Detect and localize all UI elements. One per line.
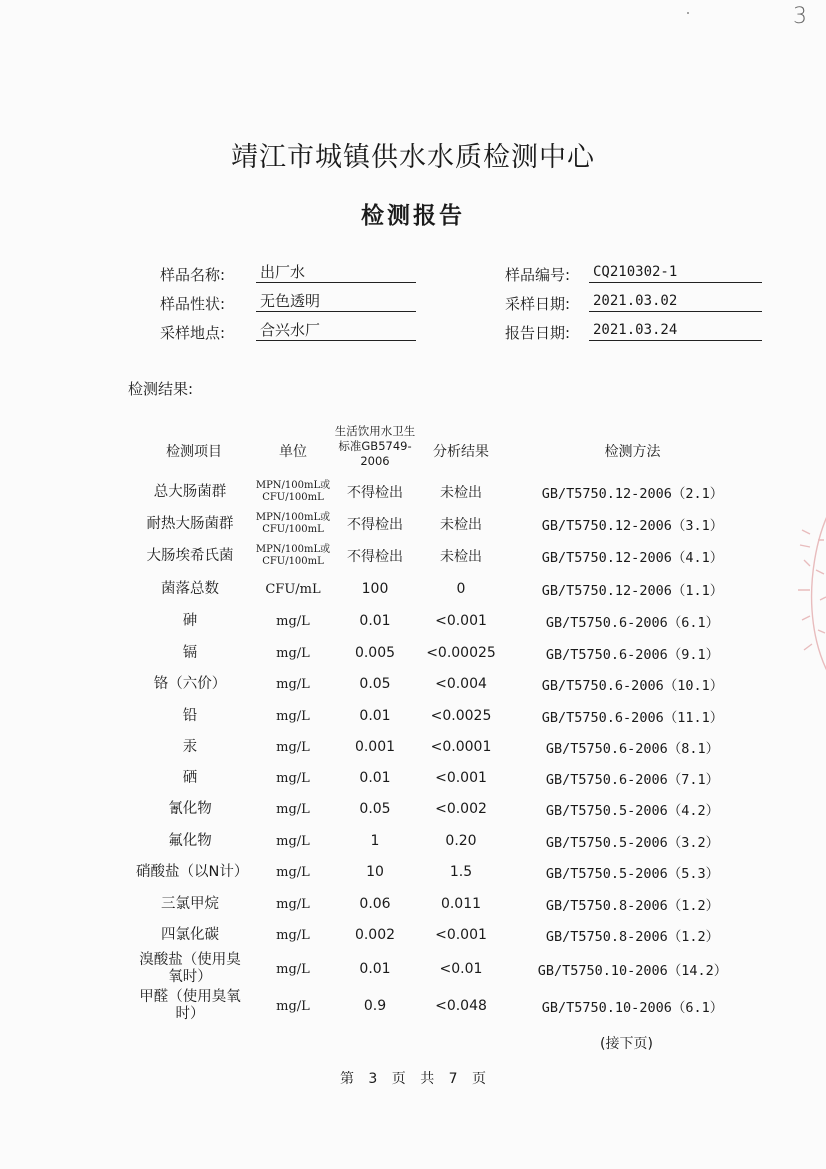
cell-method: GB/T5750.5-2006（3.2）: [545, 835, 720, 851]
table-row: [0, 953, 826, 985]
cell-unit: mg/L: [276, 613, 310, 629]
table-row: [0, 508, 826, 540]
cell-unit: mg/L: [276, 998, 310, 1014]
cell-standard: 0.01: [359, 770, 391, 786]
cell-item: 铅: [182, 707, 198, 724]
cell-item: 铬（六价）: [153, 675, 227, 692]
cell-result: <0.00025: [426, 645, 496, 661]
cell-item: 汞: [182, 738, 198, 755]
cell-item: 氰化物: [168, 800, 212, 817]
cell-result: 0.011: [440, 896, 482, 912]
cell-standard: 0.05: [359, 801, 391, 817]
cell-item: 菌落总数: [161, 580, 219, 597]
table-row: [0, 700, 826, 732]
cell-standard: 1: [370, 833, 380, 849]
cell-standard: 0.005: [354, 645, 396, 661]
cell-unit: mg/L: [276, 645, 310, 661]
cell-unit: mg/L: [276, 770, 310, 786]
cell-unit: mg/L: [276, 801, 310, 817]
cell-method: GB/T5750.6-2006（9.1）: [545, 647, 720, 663]
cell-result: <0.01: [439, 961, 483, 977]
cell-unit: CFU/mL: [265, 581, 321, 597]
header-item: 检测项目: [166, 444, 222, 460]
cell-standard: 不得检出: [347, 517, 403, 533]
cell-result: <0.001: [435, 927, 487, 943]
table-row: [0, 762, 826, 794]
cell-standard: 不得检出: [347, 549, 403, 565]
sample-number-label: 样品编号:: [505, 266, 571, 284]
cell-method: GB/T5750.10-2006（14.2）: [537, 963, 728, 979]
cell-item: 三氯甲烷: [161, 895, 219, 912]
cell-result: 1.5: [449, 864, 473, 880]
organization-name: 靖江市城镇供水水质检测中心: [231, 142, 595, 173]
table-row: [0, 856, 826, 888]
cell-standard: 0.01: [359, 613, 391, 629]
report-date-label: 报告日期:: [505, 324, 571, 342]
cell-standard: 0.01: [359, 961, 391, 977]
sample-number-value: CQ210302-1: [589, 263, 762, 283]
table-row: [0, 888, 826, 920]
cell-item: 溴酸盐（使用臭氧时）: [139, 952, 241, 985]
table-row: [0, 637, 826, 669]
cell-method: GB/T5750.12-2006（1.1）: [541, 583, 724, 599]
results-label: 检测结果:: [128, 380, 194, 398]
cell-method: GB/T5750.12-2006（3.1）: [541, 518, 724, 534]
page-footer: 第 3 页 共 7 页: [339, 1071, 487, 1087]
cell-result: <0.001: [435, 770, 487, 786]
header-unit: 单位: [279, 444, 307, 460]
table-row: [0, 919, 826, 951]
cell-standard: 0.01: [359, 708, 391, 724]
cell-unit: MPN/100mL或CFU/100mL: [255, 544, 331, 567]
cell-method: GB/T5750.8-2006（1.2）: [545, 929, 720, 945]
cell-result: 未检出: [440, 485, 482, 501]
cell-method: GB/T5750.5-2006（4.2）: [545, 803, 720, 819]
cell-unit: mg/L: [276, 896, 310, 912]
cell-item: 四氯化碳: [161, 926, 219, 943]
cell-standard: 100: [361, 581, 389, 597]
header-result: 分析结果: [433, 444, 489, 460]
header-standard: 生活饮用水卫生标准GB5749-2006: [334, 424, 416, 468]
cell-standard: 0.002: [354, 927, 396, 943]
cell-item: 镉: [182, 644, 198, 661]
cell-standard: 10: [366, 864, 384, 880]
continued-note: (接下页): [600, 1036, 653, 1052]
cell-method: GB/T5750.6-2006（8.1）: [545, 741, 720, 757]
cell-result: <0.0025: [430, 708, 492, 724]
cell-unit: mg/L: [276, 739, 310, 755]
cell-result: 0.20: [445, 833, 477, 849]
cell-method: GB/T5750.6-2006（11.1）: [541, 710, 724, 726]
cell-result: <0.002: [435, 801, 487, 817]
report-date-value: 2021.03.24: [589, 321, 762, 341]
cell-item: 总大肠菌群: [153, 483, 227, 500]
cell-standard: 不得检出: [347, 485, 403, 501]
cell-standard: 0.05: [359, 676, 391, 692]
cell-result: 未检出: [440, 549, 482, 565]
table-row: [0, 540, 826, 572]
cell-unit: mg/L: [276, 676, 310, 692]
cell-standard: 0.9: [363, 998, 387, 1014]
handwritten-page-mark: 3: [793, 4, 807, 29]
cell-item: 砷: [182, 612, 198, 629]
cell-item: 甲醛（使用臭氧时）: [139, 989, 241, 1022]
cell-method: GB/T5750.10-2006（6.1）: [541, 1000, 724, 1016]
cell-result: <0.001: [435, 613, 487, 629]
sampling-location-label: 采样地点:: [160, 324, 226, 342]
cell-method: GB/T5750.5-2006（5.3）: [545, 866, 720, 882]
table-row: [0, 605, 826, 637]
cell-result: <0.004: [435, 676, 487, 692]
cell-result: 0: [456, 581, 466, 597]
cell-method: GB/T5750.12-2006（2.1）: [541, 486, 724, 502]
table-row: [0, 793, 826, 825]
cell-item: 硒: [182, 769, 198, 786]
cell-item: 硝酸盐（以N计）: [136, 863, 249, 880]
cell-unit: MPN/100mL或CFU/100mL: [255, 512, 331, 535]
cell-method: GB/T5750.6-2006（10.1）: [541, 678, 724, 694]
cell-unit: mg/L: [276, 864, 310, 880]
cell-item: 大肠埃希氏菌: [146, 547, 234, 564]
scan-speck: [687, 12, 689, 14]
report-title: 检测报告: [361, 203, 465, 229]
sampling-location-value: 合兴水厂: [256, 321, 416, 341]
cell-method: GB/T5750.8-2006（1.2）: [545, 898, 720, 914]
cell-result: <0.0001: [430, 739, 492, 755]
table-row: [0, 990, 826, 1022]
cell-standard: 0.001: [354, 739, 396, 755]
table-row: [0, 668, 826, 700]
sampling-date-value: 2021.03.02: [589, 292, 762, 312]
cell-method: GB/T5750.12-2006（4.1）: [541, 550, 724, 566]
sample-appearance-label: 样品性状:: [160, 295, 226, 313]
table-row: [0, 573, 826, 605]
cell-unit: MPN/100mL或CFU/100mL: [255, 480, 331, 503]
cell-standard: 0.06: [359, 896, 391, 912]
cell-unit: mg/L: [276, 927, 310, 943]
cell-unit: mg/L: [276, 708, 310, 724]
cell-method: GB/T5750.6-2006（6.1）: [545, 615, 720, 631]
cell-unit: mg/L: [276, 961, 310, 977]
sampling-date-label: 采样日期:: [505, 295, 571, 313]
sample-name-label: 样品名称:: [160, 266, 226, 284]
cell-item: 耐热大肠菌群: [146, 515, 234, 532]
table-row: [0, 476, 826, 508]
cell-item: 氟化物: [168, 832, 212, 849]
table-row: [0, 825, 826, 857]
cell-result: <0.048: [435, 998, 487, 1014]
sample-name-value: 出厂水: [256, 263, 416, 283]
table-row: [0, 731, 826, 763]
cell-unit: mg/L: [276, 833, 310, 849]
cell-method: GB/T5750.6-2006（7.1）: [545, 772, 720, 788]
header-method: 检测方法: [604, 444, 661, 460]
cell-result: 未检出: [440, 517, 482, 533]
sample-appearance-value: 无色透明: [256, 292, 416, 312]
